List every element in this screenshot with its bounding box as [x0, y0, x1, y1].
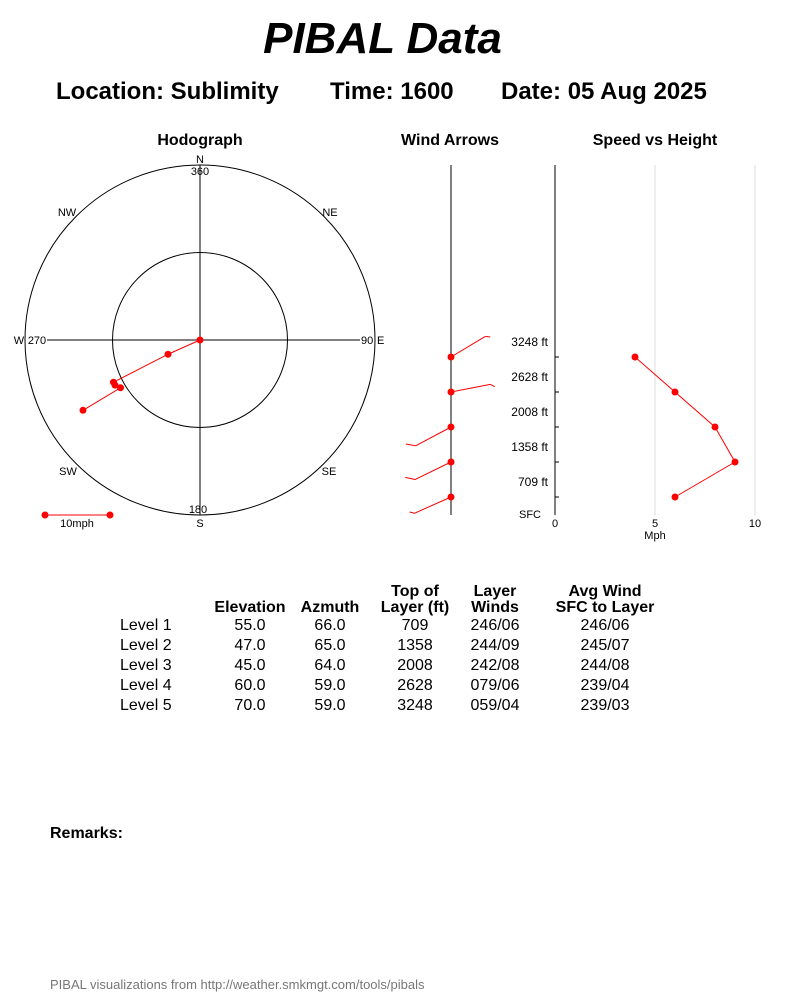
barb-point-1: [448, 459, 455, 466]
deg-label-180: 180: [188, 504, 208, 516]
hodograph-title: Hodograph: [157, 132, 243, 149]
cell-avg: 245/07: [580, 637, 630, 654]
speed-height-chart: [511, 165, 761, 542]
cell-elevation: 45.0: [234, 657, 266, 674]
barb-feather-1-0: [405, 477, 415, 479]
scale-bar-label: 10mph: [60, 518, 94, 530]
barb-shaft-1: [415, 462, 451, 480]
cell-winds: 242/08: [470, 657, 520, 674]
hodograph-point-5: [79, 407, 86, 414]
header-winds-line1: Layer: [473, 583, 517, 600]
time-value: 1600: [400, 78, 454, 105]
x-tick-0: 0: [551, 518, 559, 530]
speed-point-0: [672, 494, 679, 501]
y-tick-label-3: 2628 ft: [511, 370, 548, 384]
sfc-label: SFC: [519, 509, 541, 521]
dir-label-w: W: [13, 335, 25, 347]
cell-winds: 246/06: [470, 617, 520, 634]
cell-elevation: 60.0: [234, 677, 266, 694]
cell-azimuth: 59.0: [314, 677, 346, 694]
y-tick-label-4: 3248 ft: [511, 335, 548, 349]
footer-credit: PIBAL visualizations from http://weather.smkmgt.com/tools/pibals: [50, 977, 425, 992]
barb-point-3: [448, 389, 455, 396]
speed-point-2: [712, 424, 719, 431]
cell-level: Level 5: [120, 697, 172, 714]
x-tick-5: 5: [651, 518, 659, 530]
x-tick-10: 10: [748, 518, 762, 530]
cell-top: 2008: [397, 657, 433, 674]
deg-label-90: 90: [361, 335, 374, 347]
y-tick-label-1: 1358 ft: [511, 440, 548, 454]
speed-line: [635, 357, 735, 497]
speed-height-title: Speed vs Height: [592, 132, 718, 149]
cell-avg: 239/03: [580, 697, 630, 714]
cell-winds: 059/04: [470, 697, 520, 714]
speed-point-4: [632, 354, 639, 361]
dir-label-sw: SW: [59, 466, 77, 478]
table-row: [110, 656, 685, 676]
barb-point-0: [448, 494, 455, 501]
pibal-table: [110, 584, 685, 716]
x-axis-label: Mph: [644, 530, 666, 542]
hodograph: [14, 154, 385, 530]
table-row: [110, 676, 685, 696]
cell-level: Level 3: [120, 657, 172, 674]
cell-azimuth: 59.0: [314, 697, 346, 714]
hodograph-point-4: [117, 384, 124, 391]
header-level: [110, 584, 205, 616]
barb-shaft-0: [414, 497, 451, 513]
barb-feather-2-0: [406, 444, 416, 446]
scale-bar-dot-right: [107, 512, 114, 519]
scale-bar-dot-left: [42, 512, 49, 519]
remarks-label: Remarks:: [50, 825, 123, 842]
barb-shaft-4: [451, 336, 485, 357]
location-label: Location:: [56, 78, 164, 105]
header-elevation: Elevation: [214, 599, 286, 616]
cell-elevation: 47.0: [234, 637, 266, 654]
cell-level: Level 4: [120, 677, 172, 694]
dir-label-nw: NW: [57, 207, 77, 219]
barb-feather-0-0: [410, 512, 415, 513]
barb-feather-3-0: [490, 384, 494, 386]
date-value: 05 Aug 2025: [567, 78, 707, 105]
barb-shaft-3: [451, 384, 490, 392]
dir-label-ne: NE: [322, 207, 338, 219]
dir-label-n: N: [196, 154, 204, 166]
dir-label-se: SE: [321, 466, 337, 478]
dir-label-s: S: [196, 518, 204, 530]
cell-level: Level 2: [120, 637, 172, 654]
cell-top: 2628: [397, 677, 433, 694]
table-header-row: [110, 584, 685, 616]
header-top-line2: Layer (ft): [380, 599, 450, 616]
barb-feather-4-0: [485, 336, 490, 337]
header-avg: [525, 584, 685, 616]
hodograph-point-0: [197, 337, 204, 344]
cell-top: 1358: [397, 637, 433, 654]
cell-winds: 079/06: [470, 677, 520, 694]
hodograph-point-1: [165, 351, 172, 358]
dir-label-e: E: [377, 335, 385, 347]
deg-label-270: 270: [27, 335, 47, 347]
page-title: PIBAL Data: [263, 14, 502, 63]
cell-azimuth: 66.0: [314, 617, 346, 634]
cell-elevation: 70.0: [234, 697, 266, 714]
barb-point-4: [448, 354, 455, 361]
table-row: [110, 636, 685, 656]
cell-elevation: 55.0: [234, 617, 266, 634]
cell-top: 709: [401, 617, 429, 634]
wind-barbs-series: [405, 336, 494, 513]
y-ticks: [511, 335, 559, 497]
speed-point-1: [732, 459, 739, 466]
hodograph-series: [79, 337, 203, 414]
time-label: Time:: [330, 78, 394, 105]
speed-point-3: [672, 389, 679, 396]
cell-avg: 239/04: [580, 677, 630, 694]
header-avg-line2: SFC to Layer: [555, 599, 655, 616]
hodograph-line: [83, 340, 200, 410]
table-row: [110, 696, 685, 716]
table-row: [110, 616, 685, 636]
header-top-line1: Top of: [391, 583, 439, 600]
header-winds-line2: Winds: [471, 599, 519, 616]
table-body: [110, 616, 685, 716]
speed-series: [632, 354, 739, 501]
cell-avg: 244/08: [580, 657, 630, 674]
header-winds: [465, 584, 525, 616]
header-top: [365, 584, 465, 616]
deg-label-360: 360: [190, 166, 210, 178]
header-avg-line1: Avg Wind: [568, 583, 642, 600]
wind-arrows: [405, 165, 494, 515]
barb-shaft-2: [416, 427, 451, 446]
barb-point-2: [448, 424, 455, 431]
header-azimuth: Azmuth: [300, 599, 360, 616]
cell-top: 3248: [397, 697, 433, 714]
cell-level: Level 1: [120, 617, 172, 634]
cell-azimuth: 65.0: [314, 637, 346, 654]
date-label: Date:: [501, 78, 562, 105]
location-value: Sublimity: [170, 78, 279, 105]
cell-avg: 246/06: [580, 617, 630, 634]
cell-winds: 244/09: [470, 637, 520, 654]
y-tick-label-0: 709 ft: [517, 475, 548, 489]
cell-azimuth: 64.0: [314, 657, 346, 674]
y-tick-label-2: 2008 ft: [511, 405, 548, 419]
wind-arrows-title: Wind Arrows: [401, 132, 499, 149]
